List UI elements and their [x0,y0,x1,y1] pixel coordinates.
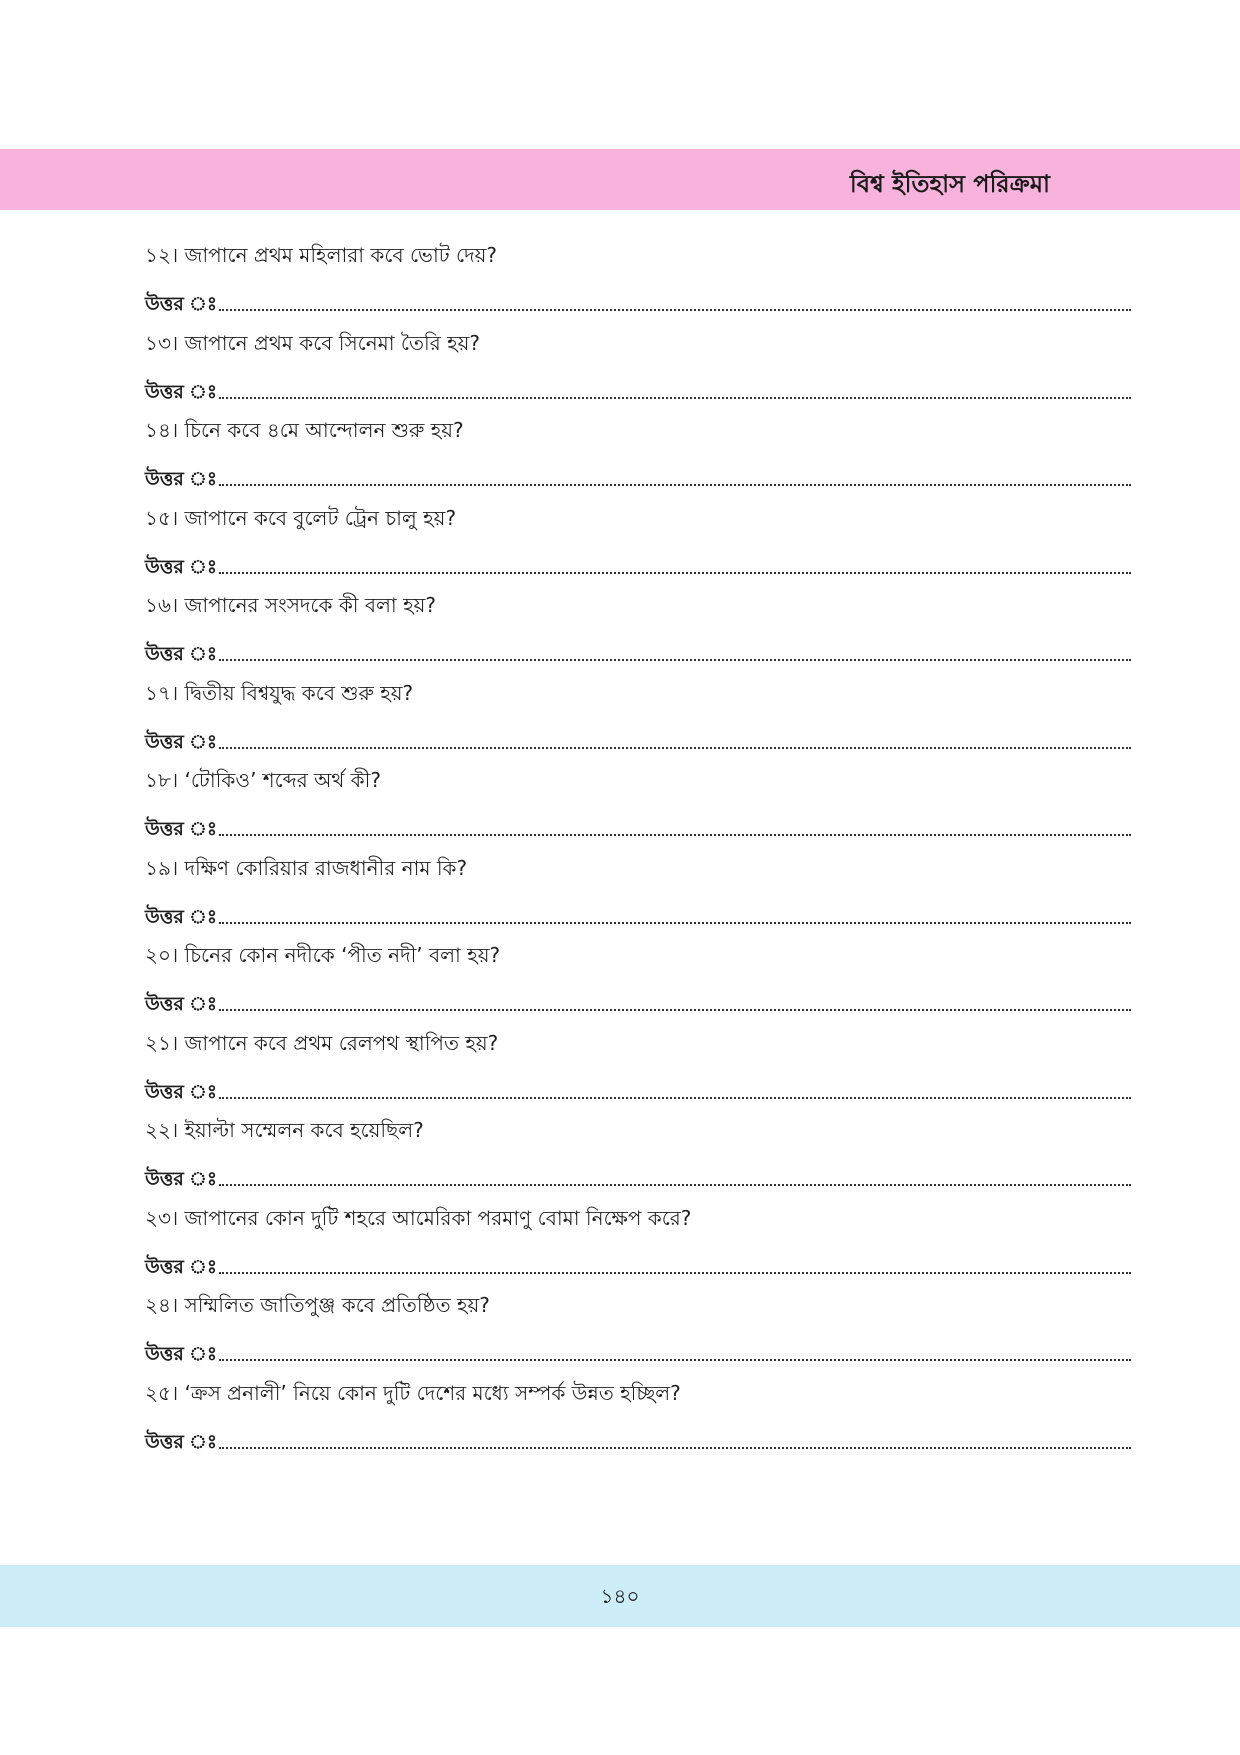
answer-label: উত্তর ঃ [145,1255,218,1278]
question-text: ২৩। জাপানের কোন দুটি শহরে আমেরিকা পরমাণু বোমা নিক্ষেপ করে? [145,1205,692,1230]
answer-label: উত্তর ঃ [145,380,218,403]
question-text: ১৭। দ্বিতীয় বিশ্বযুদ্ধ কবে শুরু হয়? [145,680,414,705]
answer-dotted-line [219,1358,1131,1361]
footer-band [0,1565,1240,1627]
answer-dotted-line [219,1183,1131,1186]
question-item [145,238,1131,326]
question-item [145,326,1131,414]
answer-field[interactable] [145,371,1131,405]
question-list [145,238,1131,1463]
question-text: ২১। জাপানে কবে প্রথম রেলপথ স্থাপিত হয়? [145,1030,499,1055]
answer-dotted-line [219,308,1131,311]
question-item [145,501,1131,589]
answer-label: উত্তর ঃ [145,1168,218,1190]
answer-dotted-line [219,396,1131,399]
question-text: ২৪। সম্মিলিত জাতিপুঞ্জ কবে প্রতিষ্ঠিত হয়? [145,1293,490,1317]
answer-dotted-line [219,1446,1131,1449]
answer-field[interactable] [145,546,1131,580]
answer-field[interactable] [145,1158,1131,1192]
answer-label: উত্তর ঃ [145,555,218,578]
answer-dotted-line [219,658,1131,661]
answer-field[interactable] [145,283,1131,317]
question-text: ১২। জাপানে প্রথম মহিলারা কবে ভোট দেয়? [145,243,498,267]
question-text: ১৬। জাপানের সংসদকে কী বলা হয়? [145,593,436,617]
question-item [145,938,1131,1026]
question-item [145,588,1131,676]
answer-field[interactable] [145,896,1131,930]
answer-label: উত্তর ঃ [145,993,218,1015]
answer-label: উত্তর ঃ [145,643,218,665]
answer-label: উত্তর ঃ [145,730,218,753]
answer-field[interactable] [145,458,1131,492]
answer-dotted-line [219,1008,1131,1011]
answer-label: উত্তর ঃ [145,293,218,315]
question-item [145,763,1131,851]
question-item [145,1113,1131,1201]
question-text: ১৩। জাপানে প্রথম কবে সিনেমা তৈরি হয়? [145,330,481,355]
question-text: ১৮। ‘টোকিও’ শব্দের অর্থ কী? [145,768,382,792]
answer-dotted-line [219,1096,1131,1099]
question-text: ২০। চিনের কোন নদীকে ‘পীত নদী’ বলা হয়? [145,943,501,967]
answer-dotted-line [219,833,1131,836]
answer-dotted-line [219,571,1131,574]
answer-field[interactable] [145,633,1131,667]
answer-dotted-line [219,921,1131,924]
question-text: ১৪। চিনে কবে ৪মে আন্দোলন শুরু হয়? [145,418,464,442]
answer-field[interactable] [145,1071,1131,1105]
answer-dotted-line [219,483,1131,486]
question-text: ১৯। দক্ষিণ কোরিয়ার রাজধানীর নাম কি? [145,855,468,880]
answer-field[interactable] [145,808,1131,842]
header-band [0,149,1240,210]
answer-dotted-line [219,1271,1131,1274]
book-title: বিশ্ব ইতিহাস পরিক্রমা [849,170,1050,198]
answer-label: উত্তর ঃ [145,818,218,840]
answer-field[interactable] [145,1333,1131,1367]
question-text: ১৫। জাপানে কবে বুলেট ট্রেন চালু হয়? [145,505,457,530]
answer-field[interactable] [145,1421,1131,1455]
question-item [145,851,1131,939]
answer-label: উত্তর ঃ [145,1430,218,1453]
question-text: ২২। ইয়াল্টা সম্মেলন কবে হয়েছিল? [145,1118,424,1142]
question-item [145,1201,1131,1289]
question-item [145,1026,1131,1114]
question-item [145,413,1131,501]
answer-field[interactable] [145,983,1131,1017]
question-item [145,676,1131,764]
question-item [145,1376,1131,1464]
answer-field[interactable] [145,1246,1131,1280]
answer-label: উত্তর ঃ [145,1080,218,1103]
question-text: ২৫। ‘ক্রস প্রনালী’ নিয়ে কোন দুটি দেশের মধ্যে সম্পর্ক উন্নত হচ্ছিল? [145,1380,681,1405]
answer-label: উত্তর ঃ [145,905,218,928]
page-number: ১৪০ [600,1584,640,1608]
question-item [145,1288,1131,1376]
answer-dotted-line [219,746,1131,749]
answer-field[interactable] [145,721,1131,755]
answer-label: উত্তর ঃ [145,1343,218,1365]
answer-label: উত্তর ঃ [145,468,218,490]
